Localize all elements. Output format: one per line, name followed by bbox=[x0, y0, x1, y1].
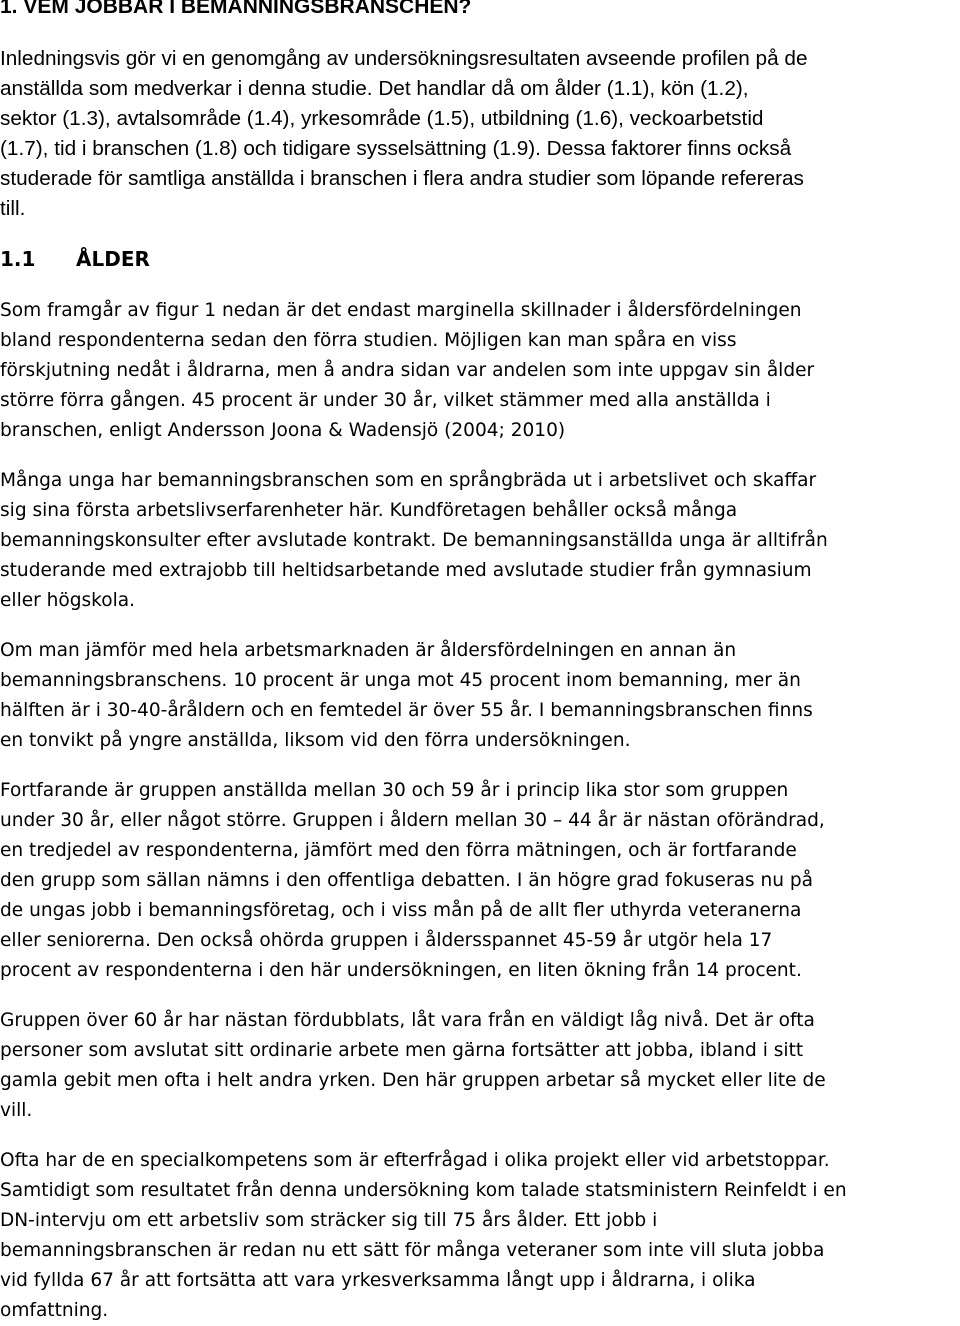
text-line: studerande med extrajobb till heltidsarbetande med avslutade studier från gymnasium bbox=[0, 560, 812, 581]
text-line: Samtidigt som resultatet från denna undersökning kom talade statsministern Reinfeldt i en bbox=[0, 1180, 847, 1201]
text-line: Fortfarande är gruppen anställda mellan 30 och 59 år i princip lika stor som gruppen bbox=[0, 780, 789, 801]
text-line: till. bbox=[0, 197, 26, 220]
text-line: förskjutning nedåt i åldrarna, men å andra sidan var andelen som inte uppgav sin ålder bbox=[0, 360, 815, 381]
text-line: en tonvikt på yngre anställda, liksom vid den förra undersökningen. bbox=[0, 730, 631, 751]
body-paragraph bbox=[0, 1006, 960, 1126]
section-heading bbox=[0, 244, 150, 274]
body-paragraph bbox=[0, 296, 960, 446]
body-paragraph bbox=[0, 776, 960, 986]
text-line: Om man jämför med hela arbetsmarknaden är åldersfördelningen en annan än bbox=[0, 640, 737, 661]
text-line: omfattning. bbox=[0, 1300, 109, 1321]
text-line: bemanningskonsulter efter avslutade kontrakt. De bemanningsanställda unga är alltifrån bbox=[0, 530, 828, 551]
text-line: eller högskola. bbox=[0, 590, 136, 611]
section-number: 1.1 bbox=[0, 247, 36, 271]
text-line: vid fyllda 67 år att fortsätta att vara yrkesverksamma långt upp i åldrarna, i olika bbox=[0, 1270, 756, 1291]
text-line: Många unga har bemanningsbranschen som en språngbräda ut i arbetslivet och skaffar bbox=[0, 470, 817, 491]
text-line: branschen, enligt Andersson Joona & Wadensjö (2004; 2010) bbox=[0, 420, 566, 441]
body-paragraph bbox=[0, 636, 960, 756]
text-line: bemanningsbranschens. 10 procent är unga mot 45 procent inom bemanning, mer än bbox=[0, 670, 801, 691]
text-line: DN-intervju om ett arbetsliv som sträcker sig till 75 års ålder. Ett jobb i bbox=[0, 1210, 658, 1231]
text-line: gamla gebit men ofta i helt andra yrken. Den här gruppen arbetar så mycket eller lite de bbox=[0, 1070, 826, 1091]
text-line: eller seniorerna. Den också ohörda gruppen i åldersspannet 45-59 år utgör hela 17 bbox=[0, 930, 773, 951]
text-line: under 30 år, eller något större. Gruppen i åldern mellan 30 – 44 år är nästan oförändrad, bbox=[0, 810, 825, 831]
text-line: Inledningsvis gör vi en genomgång av undersökningsresultaten avseende profilen på de bbox=[0, 47, 808, 70]
body-paragraph bbox=[0, 1146, 960, 1326]
text-line: procent av respondenterna i den här undersökningen, en liten ökning från 14 procent. bbox=[0, 960, 802, 981]
text-line: studerade för samtliga anställda i branschen i flera andra studier som löpande refereras bbox=[0, 167, 804, 190]
text-line: Gruppen över 60 år har nästan fördubblats, låt vara från en väldigt låg nivå. Det är ofta bbox=[0, 1010, 815, 1031]
text-line: bemanningsbranschen är redan nu ett sätt för många veteraner som inte vill sluta jobba bbox=[0, 1240, 825, 1261]
text-line: bland respondenterna sedan den förra studien. Möjligen kan man spåra en viss bbox=[0, 330, 737, 351]
text-line: anställda som medverkar i denna studie. Det handlar då om ålder (1.1), kön (1.2), bbox=[0, 77, 749, 100]
chapter-heading: 1. VEM JOBBAR I BEMANNINGSBRANSCHEN? bbox=[0, 0, 472, 18]
text-line: en tredjedel av respondenterna, jämfört med den förra mätningen, och är fortfarande bbox=[0, 840, 797, 861]
text-line: de ungas jobb i bemanningsföretag, och i viss mån på de allt fler uthyrda veteranerna bbox=[0, 900, 802, 921]
text-line: den grupp som sällan nämns i den offentliga debatten. I än högre grad fokuseras nu på bbox=[0, 870, 814, 891]
section-title: ÅLDER bbox=[76, 247, 150, 271]
text-line: Ofta har de en specialkompetens som är efterfrågad i olika projekt eller vid arbetstoppar. bbox=[0, 1150, 830, 1171]
text-line: Som framgår av figur 1 nedan är det endast marginella skillnader i åldersfördelningen bbox=[0, 300, 802, 321]
text-line: personer som avslutat sitt ordinarie arbete men gärna fortsätter att jobba, ibland i sitt bbox=[0, 1040, 804, 1061]
text-line: sektor (1.3), avtalsområde (1.4), yrkesområde (1.5), utbildning (1.6), veckoarbetstid bbox=[0, 107, 764, 130]
intro-paragraph bbox=[0, 44, 960, 224]
text-line: vill. bbox=[0, 1100, 33, 1121]
text-line: hälften är i 30-40-åråldern och en femtedel är över 55 år. I bemanningsbranschen finns bbox=[0, 700, 813, 721]
body-paragraph bbox=[0, 466, 960, 616]
text-line: (1.7), tid i branschen (1.8) och tidigare sysselsättning (1.9). Dessa faktorer finns också bbox=[0, 137, 792, 160]
text-line: större förra gången. 45 procent är under 30 år, vilket stämmer med alla anställda i bbox=[0, 390, 771, 411]
text-line: sig sina första arbetslivserfarenheter här. Kundföretagen behåller också många bbox=[0, 500, 738, 521]
